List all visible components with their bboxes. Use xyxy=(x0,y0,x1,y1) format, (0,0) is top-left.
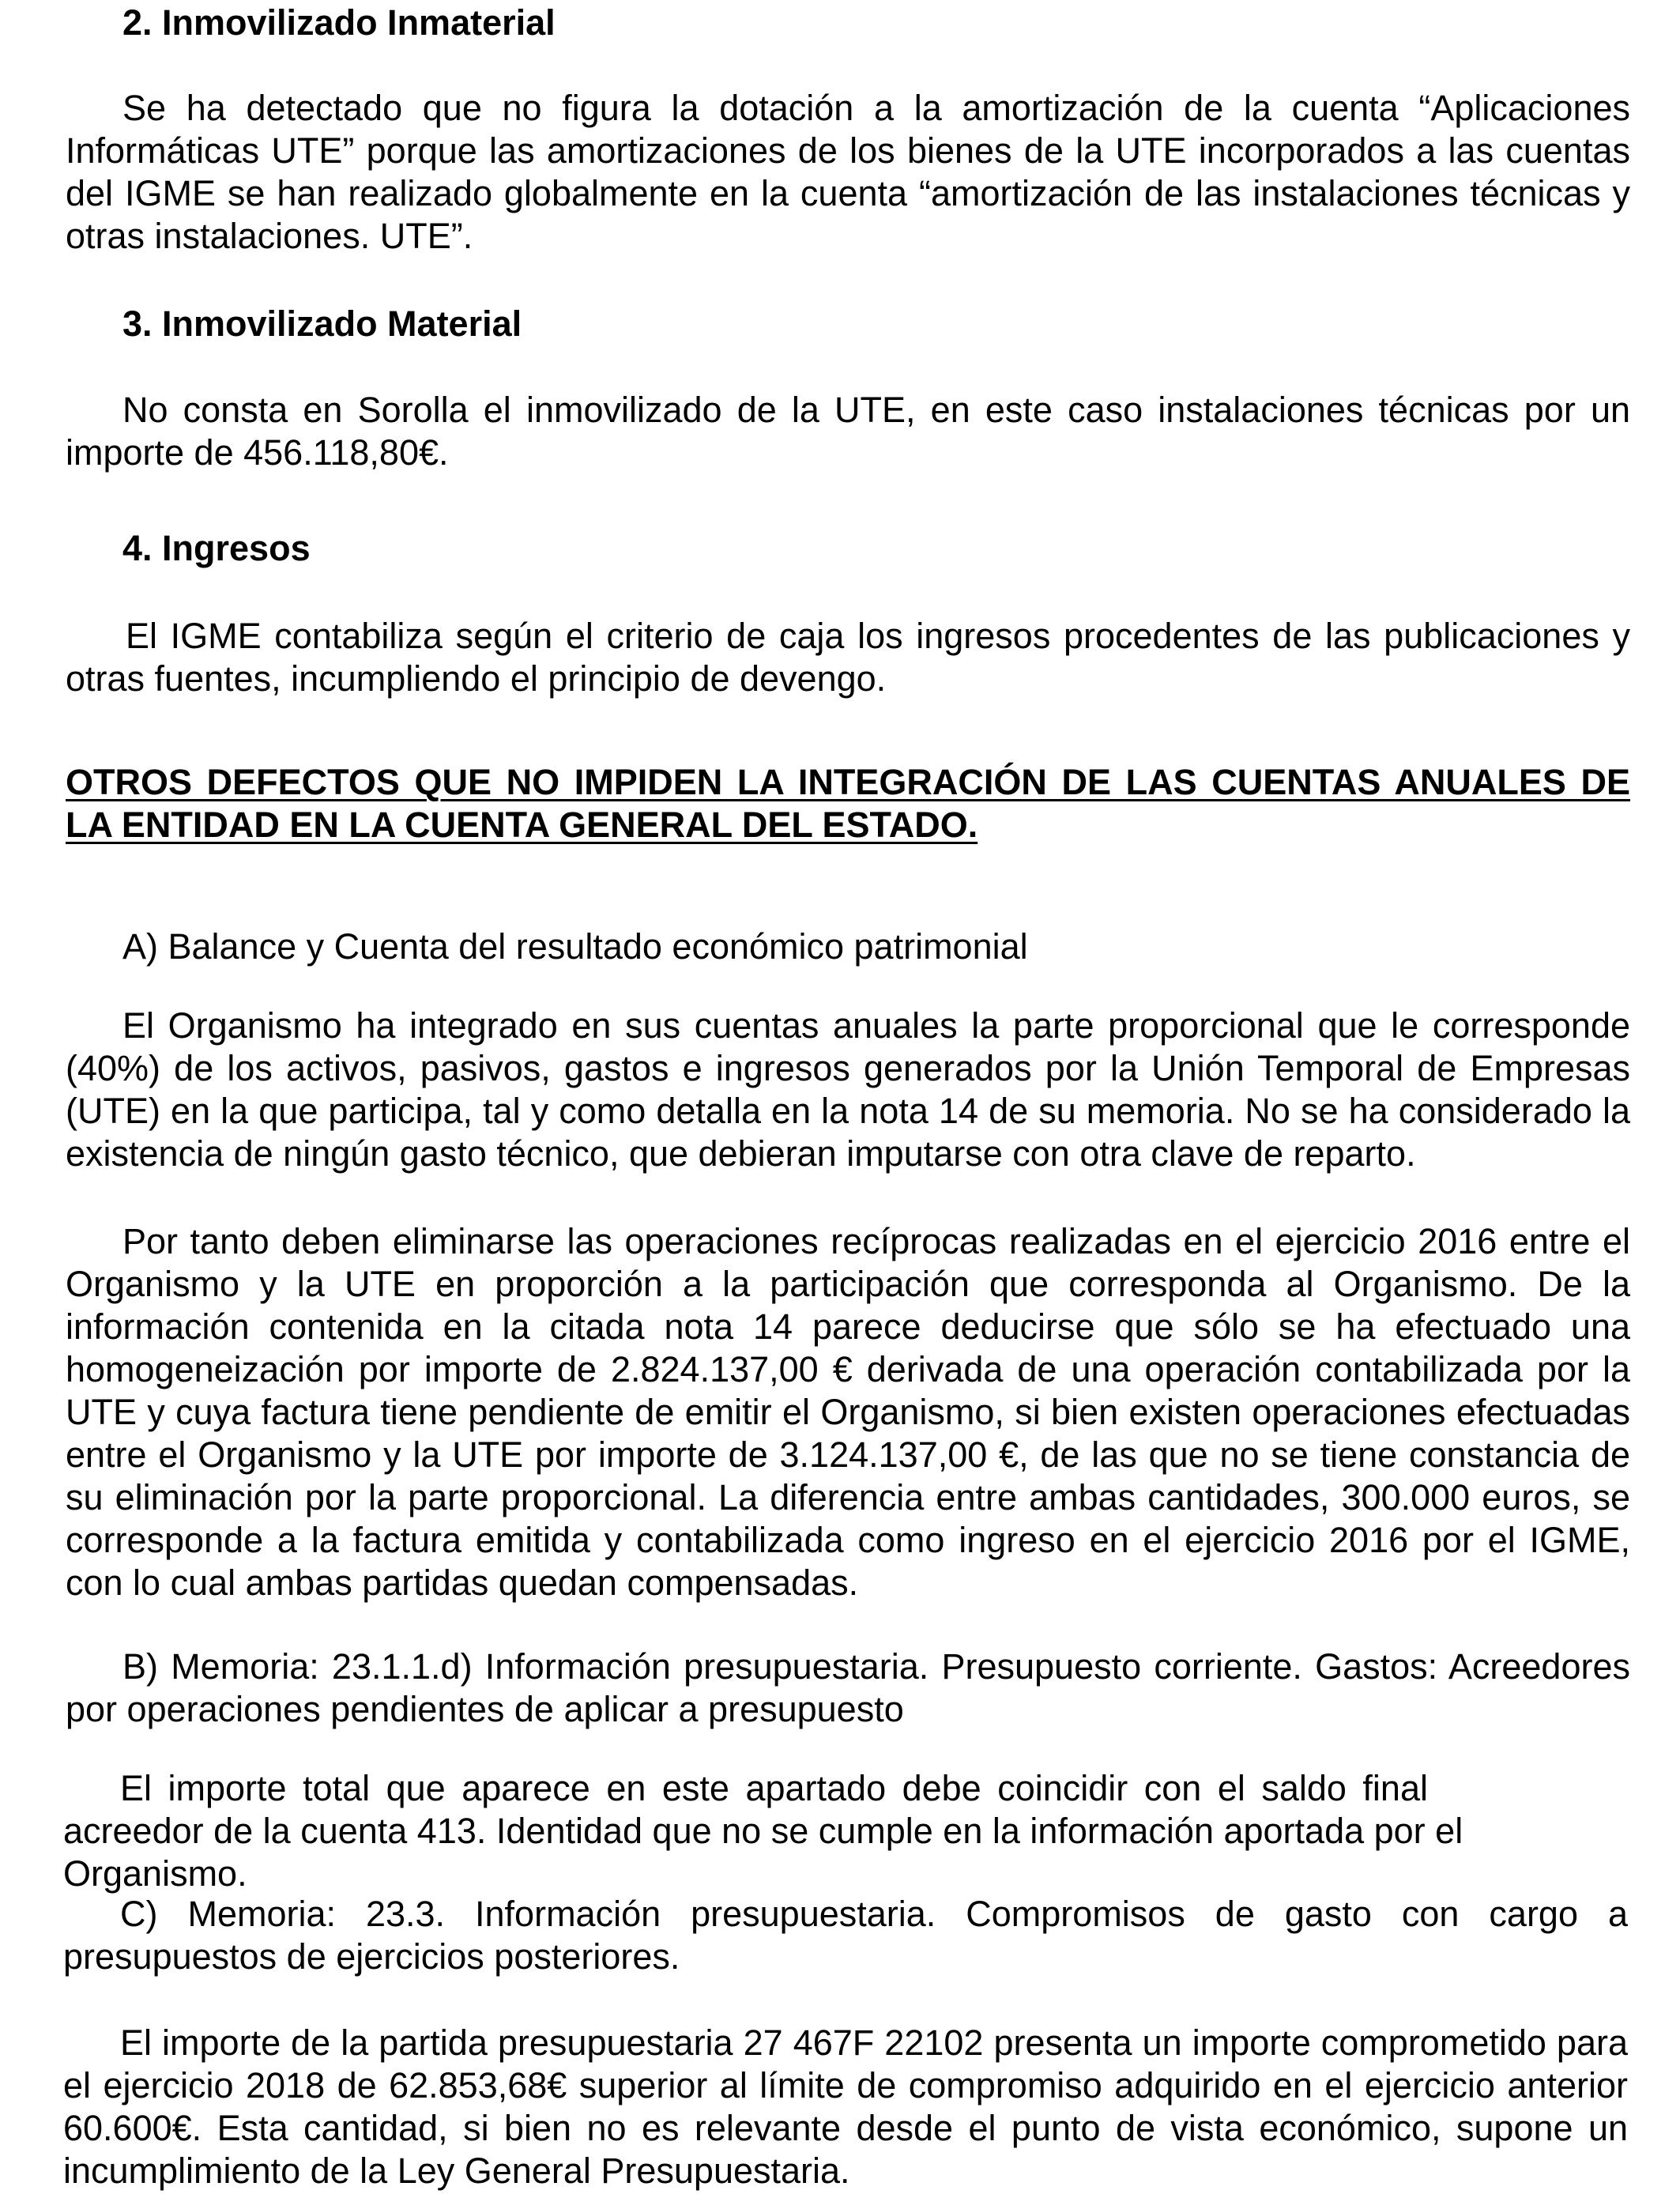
subsection-b-title: B) Memoria: 23.1.1.d) Información presupuestaria. Presupuesto corriente. Gastos: Acreedores por operaciones pendientes de aplicar a presupuesto xyxy=(66,1646,1630,1729)
subsection-c-paragraph: El importe de la partida presupuestaria 27 467F 22102 presenta un importe comprometido para el ejercicio 2018 de 62.853,68€ superior al límite de compromiso adquirido en el ejercicio anterior 60.600€. Esta cantidad, si bien no es relevante desde el punto de vista económico, supone un incumplimiento de la Ley General Presupuestaria. xyxy=(63,2022,1628,2191)
section-4-heading: 4. Ingresos xyxy=(122,528,311,568)
subsection-c-title: C) Memoria: 23.3. Información presupuestaria. Compromisos de gasto con cargo a presupuestos de ejercicios posteriores. xyxy=(63,1894,1628,1977)
subsection-a-paragraph-2: Por tanto deben eliminarse las operaciones recíprocas realizadas en el ejercicio 2016 entre el Organismo y la UTE en proporción a la participación que corresponda al Organismo. De la información contenida en la citada nota 14 parece deducirse que sólo se ha efectuado una homogeneización por importe de 2.824.137,00 € derivada de una operación contabilizada por la UTE y cuya factura tiene pendiente de emitir el Organismo, si bien existen operaciones efectuadas entre el Organismo y la UTE por importe de 3.124.137,00 €, de las que no se tiene constancia de su eliminación por la parte proporcional. La diferencia entre ambas cantidades, 300.000 euros, se corresponde a la factura emitida y contabilizada como ingreso en el ejercicio 2016 por el IGME, con lo cual ambas partidas quedan compensadas. xyxy=(66,1221,1630,1603)
subsection-b-paragraph-line-1: El importe total que aparece en este apartado debe coincidir con el saldo final xyxy=(120,1768,1428,1808)
subsection-a-title: A) Balance y Cuenta del resultado económico patrimonial xyxy=(122,926,1028,967)
subsection-a-paragraph-1: El Organismo ha integrado en sus cuentas anuales la parte proporcional que le corresponde (40%) de los activos, pasivos, gastos e ingresos generados por la Unión Temporal de Empresas (UTE) en la que participa, tal y como detalla en la nota 14 de su memoria. No se ha considerado la existencia de ningún gasto técnico, que debieran imputarse con otra clave de reparto. xyxy=(66,1005,1630,1174)
section-2-paragraph: Se ha detectado que no figura la dotación a la amortización de la cuenta “Aplicaciones Informáticas UTE” porque las amortizaciones de los bienes de la UTE incorporados a las cuentas del IGME se han realizado globalmente en la cuenta “amortización de las instalaciones técnicas y otras instalaciones. UTE”. xyxy=(66,88,1630,256)
section-3-paragraph: No consta en Sorolla el inmovilizado de la UTE, en este caso instalaciones técnicas por un importe de 456.118,80€. xyxy=(66,390,1630,473)
section-3-heading: 3. Inmovilizado Material xyxy=(122,303,522,344)
section-2-heading: 2. Inmovilizado Inmaterial xyxy=(122,2,556,43)
subsection-b-paragraph-line-2: acreedor de la cuenta 413. Identidad que no se cumple en la información aportada por el Organismo. xyxy=(63,1811,1463,1894)
other-defects-title: OTROS DEFECTOS QUE NO IMPIDEN LA INTEGRACIÓN DE LAS CUENTAS ANUALES DE LA ENTIDAD EN LA CUENTA GENERAL DEL ESTADO. xyxy=(66,762,1630,845)
section-4-paragraph: El IGME contabiliza según el criterio de caja los ingresos procedentes de las publicaciones y otras fuentes, incumpliendo el principio de devengo. xyxy=(66,616,1630,699)
